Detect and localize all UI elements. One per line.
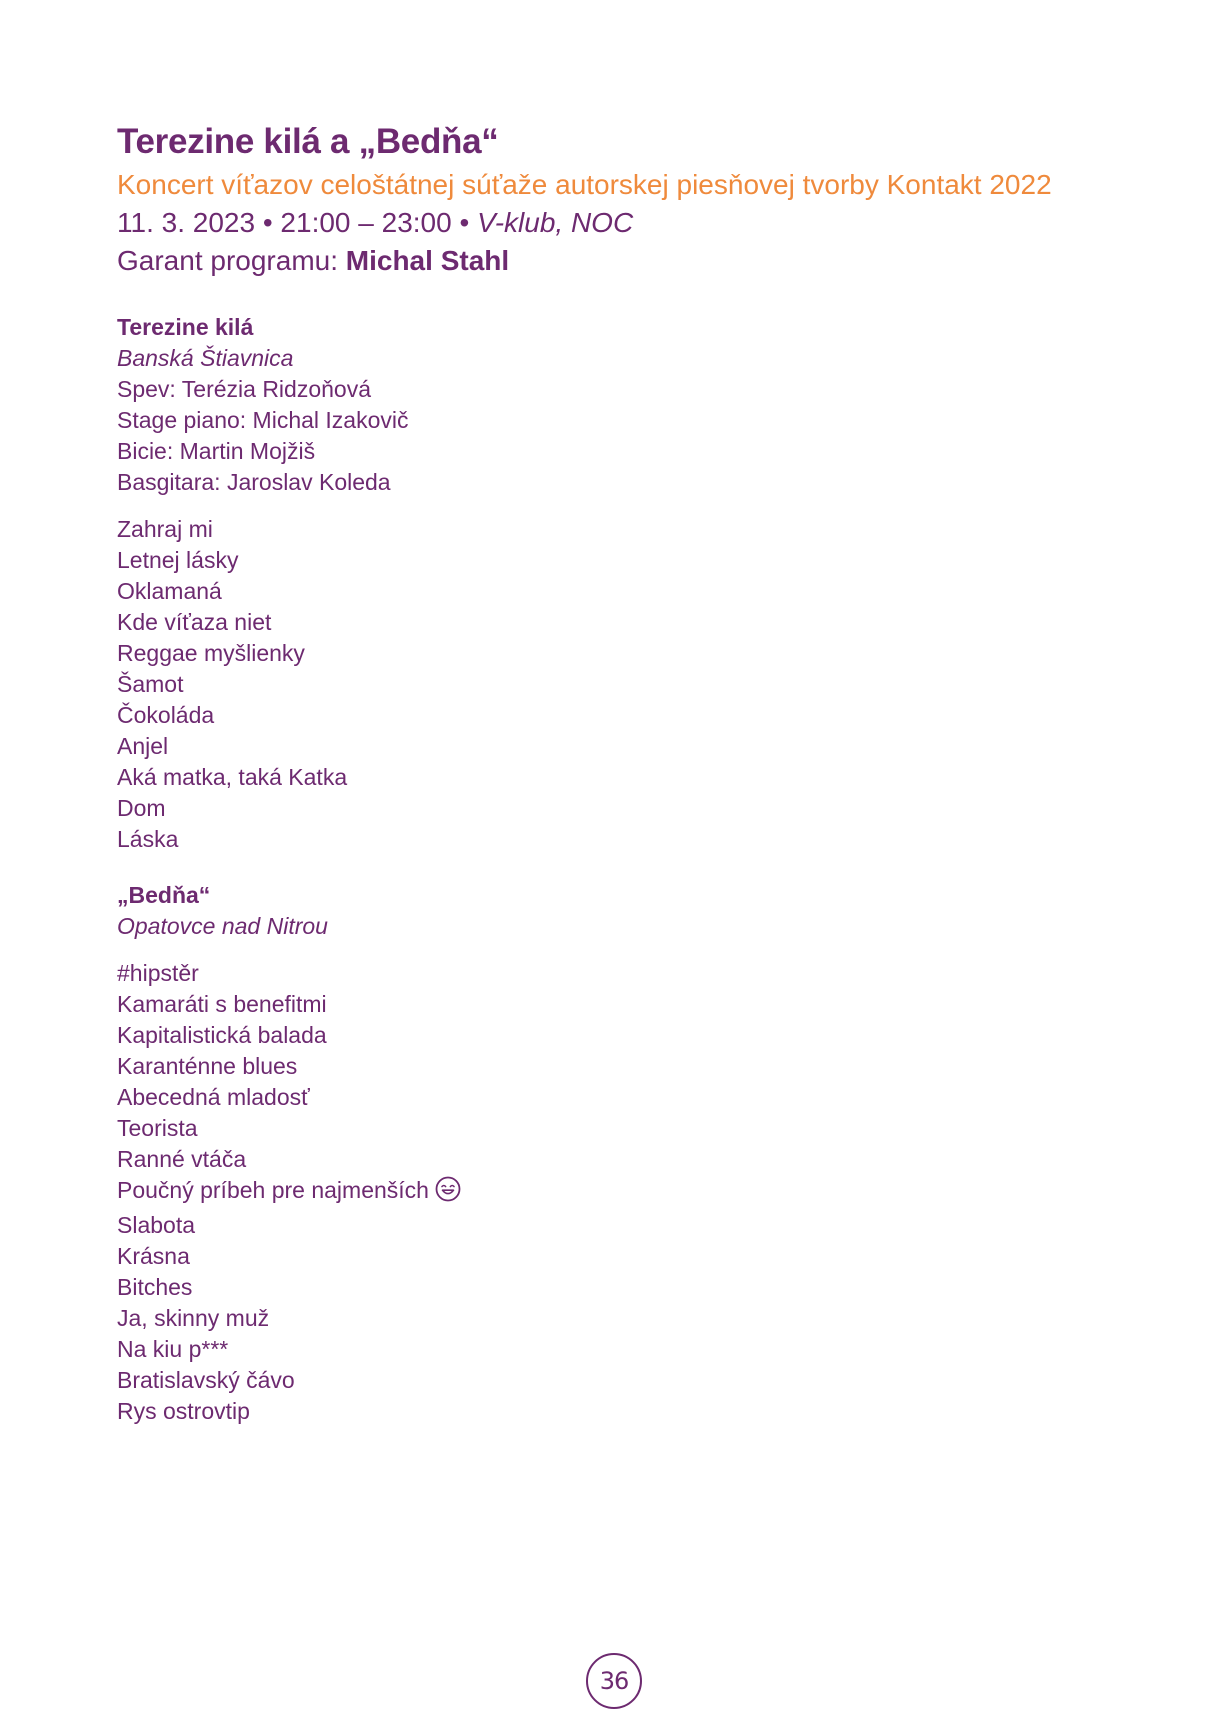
song-item: Slabota xyxy=(117,1212,196,1238)
song-item: Čokoláda xyxy=(117,702,215,728)
program-page xyxy=(117,118,1157,1427)
event-title: Terezine kilá a „Bedňa“ xyxy=(117,122,499,161)
song-item: Kde víťaza niet xyxy=(117,609,272,635)
event-date: 11. 3. 2023 xyxy=(117,207,256,238)
song-item: Karanténne blues xyxy=(117,1053,298,1079)
guarantor-label: Garant programu: xyxy=(117,245,346,276)
song-item: Šamot xyxy=(117,671,184,697)
band2-section xyxy=(117,880,1157,1427)
song-item: Láska xyxy=(117,826,179,852)
song-item: Ranné vtáča xyxy=(117,1146,247,1172)
band1-member: Bicie: Martin Mojžiš xyxy=(117,438,316,464)
song-item: Zahraj mi xyxy=(117,516,213,542)
song-item: Dom xyxy=(117,795,166,821)
song-item: Oklamaná xyxy=(117,578,222,604)
event-time: 21:00 – 23:00 xyxy=(280,207,452,238)
event-venue: V-klub, NOC xyxy=(477,207,634,238)
song-item: Reggae myšlienky xyxy=(117,640,305,666)
song-item: Kapitalistická balada xyxy=(117,1022,327,1048)
event-guarantor xyxy=(117,242,1157,280)
band1-name: Terezine kilá xyxy=(117,314,254,340)
dateline-separator: • xyxy=(255,207,281,238)
guarantor-name: Michal Stahl xyxy=(345,245,510,276)
song-item: #hipstěr xyxy=(117,960,199,986)
band2-name: „Bedňa“ xyxy=(117,882,211,908)
page-number: 36 xyxy=(586,1653,642,1709)
song-item: Rys ostrovtip xyxy=(117,1398,250,1424)
song-item: Bitches xyxy=(117,1274,193,1300)
dateline-separator: • xyxy=(451,207,478,238)
song-item: Kamaráti s benefitmi xyxy=(117,991,327,1017)
band1-member: Stage piano: Michal Izakovič xyxy=(117,407,409,433)
event-subtitle: Koncert víťazov celoštátnej súťaže autorskej piesňovej tvorby Kontakt 2022 xyxy=(117,169,1052,200)
band1-city: Banská Štiavnica xyxy=(117,345,294,371)
event-dateline xyxy=(117,204,1157,242)
song-item: Na kiu p*** xyxy=(117,1336,229,1362)
band2-city: Opatovce nad Nitrou xyxy=(117,913,328,939)
song-item: Ja, skinny muž xyxy=(117,1305,270,1331)
song-item: Aká matka, taká Katka xyxy=(117,764,348,790)
band1-section xyxy=(117,312,1157,855)
band1-song-list xyxy=(117,514,1157,855)
band2-song-list xyxy=(117,958,1157,1427)
song-item: Letnej lásky xyxy=(117,547,239,573)
song-item: Teorista xyxy=(117,1115,198,1141)
song-item: Krásna xyxy=(117,1243,190,1269)
song-item: Bratislavský čávo xyxy=(117,1367,295,1393)
song-item: Anjel xyxy=(117,733,169,759)
band1-member: Spev: Terézia Ridzoňová xyxy=(117,376,371,402)
song-item: Abecedná mladosť xyxy=(117,1084,310,1110)
song-item-with-emoji xyxy=(117,1175,1157,1210)
grinning-face-icon xyxy=(435,1176,461,1210)
song-title: Poučný príbeh pre najmenších xyxy=(117,1177,429,1203)
band1-member: Basgitara: Jaroslav Koleda xyxy=(117,469,391,495)
